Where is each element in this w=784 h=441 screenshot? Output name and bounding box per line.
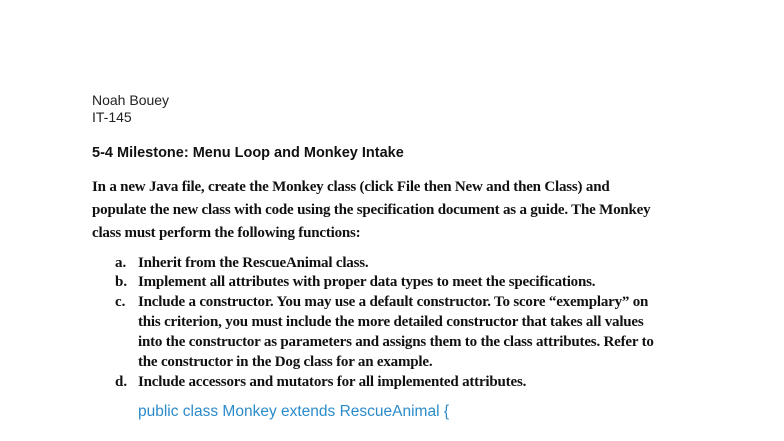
list-item-continuation: the constructor in the Dog class for an example. (138, 354, 433, 370)
list-item: Include a constructor. You may use a default constructor. To score “exemplary” on (138, 294, 649, 310)
course-code: IT-145 (92, 109, 132, 125)
list-label: b. (115, 274, 128, 290)
list-label: a. (115, 255, 127, 271)
author-name: Noah Bouey (92, 92, 170, 108)
document-title: 5-4 Milestone: Menu Loop and Monkey Intake (92, 145, 404, 161)
intro-line: In a new Java file, create the Monkey class (click File then New and then Class) and (92, 179, 610, 195)
code-line: public class Monkey extends RescueAnimal { (138, 403, 450, 420)
list-label: c. (115, 294, 126, 310)
list-label: d. (115, 374, 128, 390)
list-item-continuation: this criterion, you must include the more detailed constructor that takes all values (138, 314, 644, 330)
list-item: Implement all attributes with proper data types to meet the specifications. (138, 274, 596, 290)
intro-line: class must perform the following functions: (92, 225, 361, 241)
list-item: Inherit from the RescueAnimal class. (138, 255, 369, 271)
intro-line: populate the new class with code using the specification document as a guide. The Monkey (92, 202, 651, 218)
list-item-continuation: into the constructor as parameters and assigns them to the class attributes. Refer to (138, 334, 654, 350)
list-item: Include accessors and mutators for all implemented attributes. (138, 374, 527, 390)
